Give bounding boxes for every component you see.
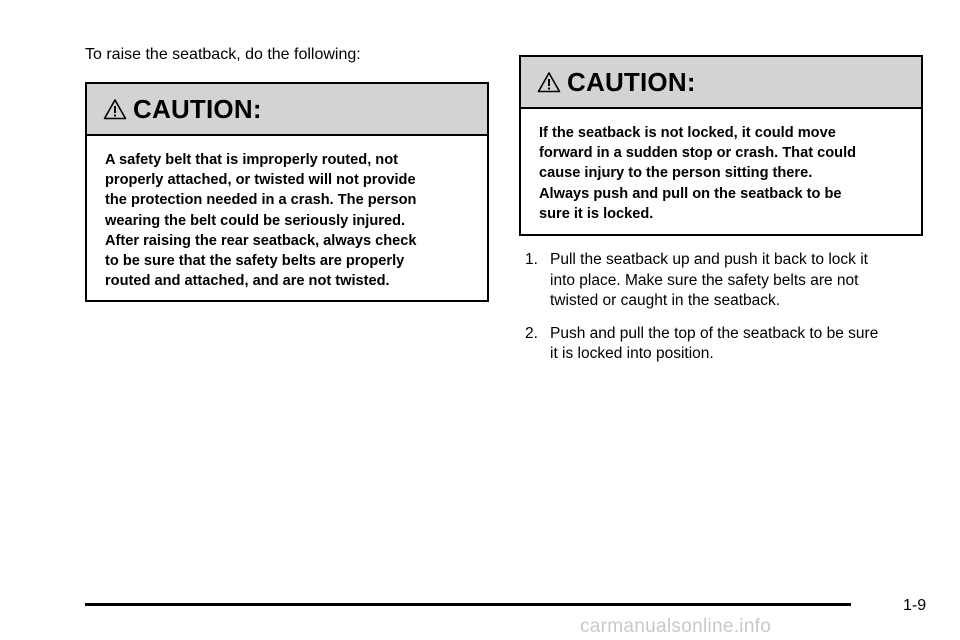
list-item [525,324,925,365]
caution-line: routed and attached, and are not twisted. [105,273,390,290]
caution-line: If the seatback is not locked, it could move [539,125,836,141]
list-item [525,250,925,312]
caution-box-seatback-lock [519,55,923,236]
caution-line: sure it is locked. [539,205,654,222]
caution-body [87,136,487,291]
step-line: into place. Make sure the safety belts are not [550,271,859,289]
step-number: 2. [525,324,538,342]
step-line: it is locked into position. [550,345,714,362]
caution-line: properly attached, or twisted will not provide [105,172,416,189]
step-line: Pull the seatback up and push it back to lock it [550,251,868,268]
page-number: 1-9 [903,597,927,614]
step-line: twisted or caught in the seatback. [550,292,781,309]
caution-title: CAUTION: [567,66,696,97]
caution-title: CAUTION: [133,93,262,124]
caution-body [521,109,921,224]
caution-line: A safety belt that is improperly routed, not [105,152,398,168]
caution-line: the protection needed in a crash. The person [105,192,417,209]
watermark: carmanualsonline.info [580,616,772,637]
caution-line: cause injury to the person sitting there. [539,165,813,182]
caution-line: Always push and pull on the seatback to be [539,185,842,202]
intro-text: To raise the seatback, do the following: [85,46,361,63]
caution-header [87,84,487,136]
footer-divider [85,603,851,606]
caution-line: After raising the rear seatback, always check [105,232,417,249]
caution-line: forward in a sudden stop or crash. That could [539,145,857,162]
caution-line: wearing the belt could be seriously injured. [105,212,406,229]
step-text [550,250,868,312]
caution-box-seatbelt [85,82,489,302]
warning-triangle-icon [537,71,561,93]
step-text [550,324,878,365]
steps-list [525,250,925,377]
step-line: Push and pull the top of the seatback to be sure [550,324,879,342]
warning-triangle-icon [103,98,127,120]
caution-header [521,57,921,109]
step-number: 1. [525,251,538,268]
caution-line: to be sure that the safety belts are properly [105,253,405,270]
